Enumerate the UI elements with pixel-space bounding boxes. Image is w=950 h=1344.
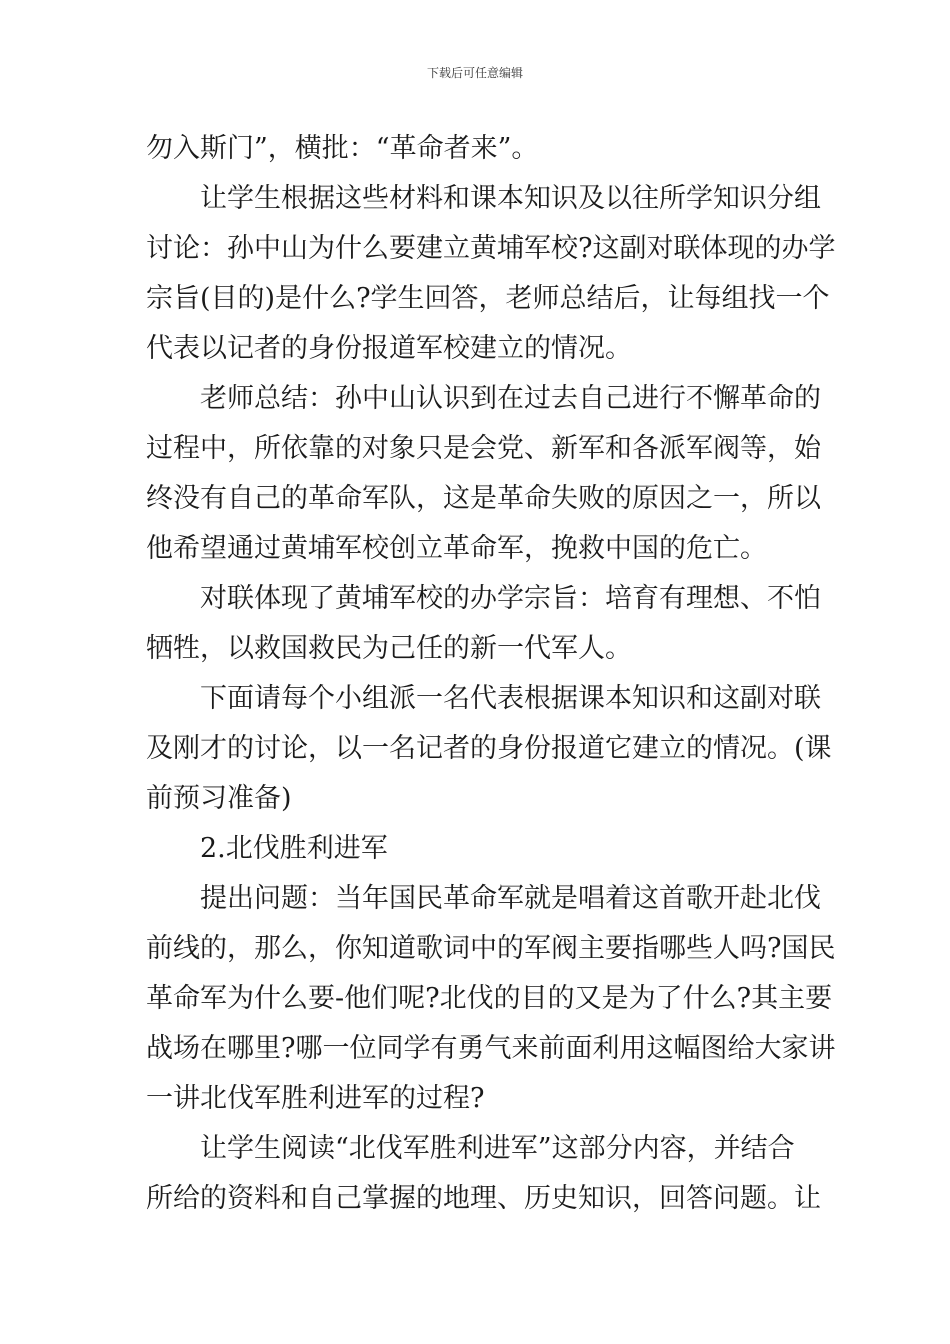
text-line: 牺牲，以救国救民为己任的新一代军人。	[146, 633, 632, 664]
document-body	[146, 124, 836, 1224]
text-line: 前预习准备)	[146, 783, 292, 814]
text-line: 及刚才的讨论，以一名记者的身份报道它建立的情况。(课	[146, 733, 832, 764]
text-line: 让学生根据这些材料和课本知识及以往所学知识分组	[200, 183, 821, 214]
text-line: 勿入斯门”，横批：“革命者来”。	[146, 133, 539, 164]
text-line: 战场在哪里?哪一位同学有勇气来前面利用这幅图给大家讲	[146, 1033, 836, 1064]
text-line: 老师总结：孙中山认识到在过去自己进行不懈革命的	[200, 383, 821, 414]
text-line: 前线的，那么，你知道歌词中的军阀主要指哪些人吗?国民	[146, 933, 836, 964]
text-line: 讨论：孙中山为什么要建立黄埔军校?这副对联体现的办学	[146, 233, 836, 264]
text-line: 对联体现了黄埔军校的办学宗旨：培育有理想、不怕	[200, 583, 821, 614]
text-line: 代表以记者的身份报道军校建立的情况。	[146, 333, 632, 364]
text-line: 提出问题：当年国民革命军就是唱着这首歌开赴北伐	[200, 883, 821, 914]
text-line: 下面请每个小组派一名代表根据课本知识和这副对联	[200, 683, 821, 714]
text-line: 一讲北伐军胜利进军的过程?	[146, 1083, 485, 1114]
text-line: 所给的资料和自己掌握的地理、历史知识，回答问题。让	[146, 1183, 821, 1214]
text-line: 让学生阅读“北伐军胜利进军”这部分内容，并结合	[200, 1133, 795, 1164]
text-line: 革命军为什么要-他们呢?北伐的目的又是为了什么?其主要	[146, 983, 833, 1014]
text-line: 终没有自己的革命军队，这是革命失败的原因之一，所以	[146, 483, 821, 514]
section-heading: 2.北伐胜利进军	[200, 833, 388, 864]
page-header: 下载后可任意编辑	[426, 66, 523, 80]
text-line: 宗旨(目的)是什么?学生回答，老师总结后，让每组找一个	[146, 283, 830, 314]
text-line: 他希望通过黄埔军校创立革命军，挽救中国的危亡。	[146, 533, 767, 564]
text-line: 过程中，所依靠的对象只是会党、新军和各派军阀等，始	[146, 433, 821, 464]
